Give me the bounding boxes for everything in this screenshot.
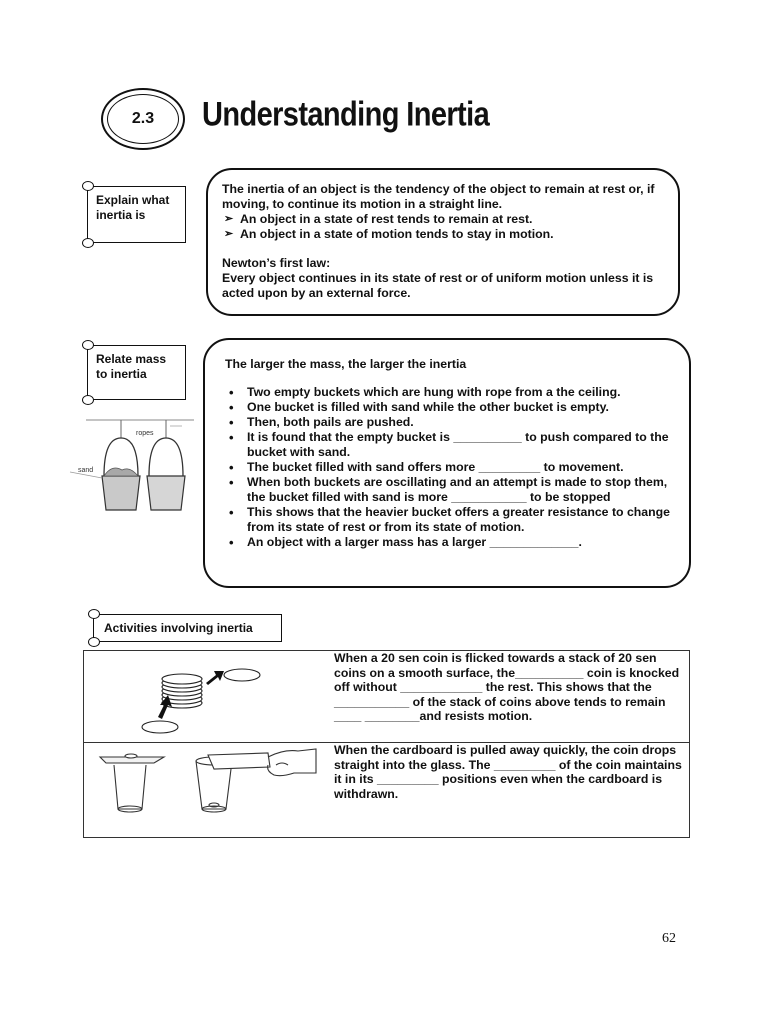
inertia-point-2: ➢ An object in a state of motion tends to stay in motion. <box>222 227 664 242</box>
cardboard-glass-figure <box>98 747 318 819</box>
sand-label: sand <box>78 467 94 474</box>
label-activities <box>93 614 282 642</box>
list-item: • This shows that the heavier bucket offers a greater resistance to change from its state of rest or from its state of motion. <box>225 505 671 535</box>
list-item: • Then, both pails are pushed. <box>225 415 671 430</box>
label-mass-inertia <box>87 345 186 400</box>
page-title: Understanding Inertia <box>202 96 490 134</box>
activity-1-text: When a 20 sen coin is flicked towards a stack of 20 sen coins on a smooth surface, the__________ coin is knocked off without ____________ the rest. This shows that the ___________ of the stack of coins above tends to remain ____ ________and resists motion. <box>334 651 680 723</box>
mass-inertia-heading: The larger the mass, the larger the inertia <box>225 357 467 371</box>
list-item: • It is found that the empty bucket is __________ to push compared to the bucket with sand. <box>225 430 671 460</box>
list-item: • When both buckets are oscillating and an attempt is made to stop them, the bucket filled with sand is more ___________ to be stopped <box>225 475 671 505</box>
inertia-definition: The inertia of an object is the tendency of the object to remain at rest or, if moving, to continue its motion in a straight line. <box>222 182 655 211</box>
activities-table <box>83 650 690 838</box>
ropes-label: ropes <box>136 430 154 437</box>
activity-2-text: When the cardboard is pulled away quickly, the coin drops straight into the glass. The _________ of the coin maintains it in its _________ positions even when the cardboard is withdrawn. <box>334 743 682 801</box>
newton-law-text: Every object continues in its state of rest or of uniform motion unless it is acted upon by an external force. <box>222 271 654 300</box>
coin-stack-figure <box>132 657 272 739</box>
inertia-point-1: ➢ An object in a state of rest tends to remain at rest. <box>222 212 664 227</box>
list-item: • The bucket filled with sand offers more _________ to movement. <box>225 460 671 475</box>
label-activities-text: Activities involving inertia <box>104 621 253 635</box>
list-item: • One bucket is filled with sand while the other bucket is empty. <box>225 400 671 415</box>
section-number: 2.3 <box>107 94 179 144</box>
buckets-figure <box>66 414 196 526</box>
inertia-definition-box <box>206 168 680 316</box>
list-item: • Two empty buckets which are hung with rope from a the ceiling. <box>225 385 671 400</box>
list-item: • An object with a larger mass has a larger _____________. <box>225 535 671 550</box>
label-explain-inertia <box>87 186 186 243</box>
mass-inertia-box <box>203 338 691 588</box>
newton-law-title: Newton’s first law: <box>222 256 331 270</box>
mass-inertia-list <box>225 385 671 550</box>
label-mass-inertia-text: Relate mass to inertia <box>96 352 167 381</box>
label-explain-inertia-text: Explain what inertia is <box>96 193 170 222</box>
page-number: 62 <box>662 931 676 946</box>
section-number-badge <box>101 88 185 150</box>
